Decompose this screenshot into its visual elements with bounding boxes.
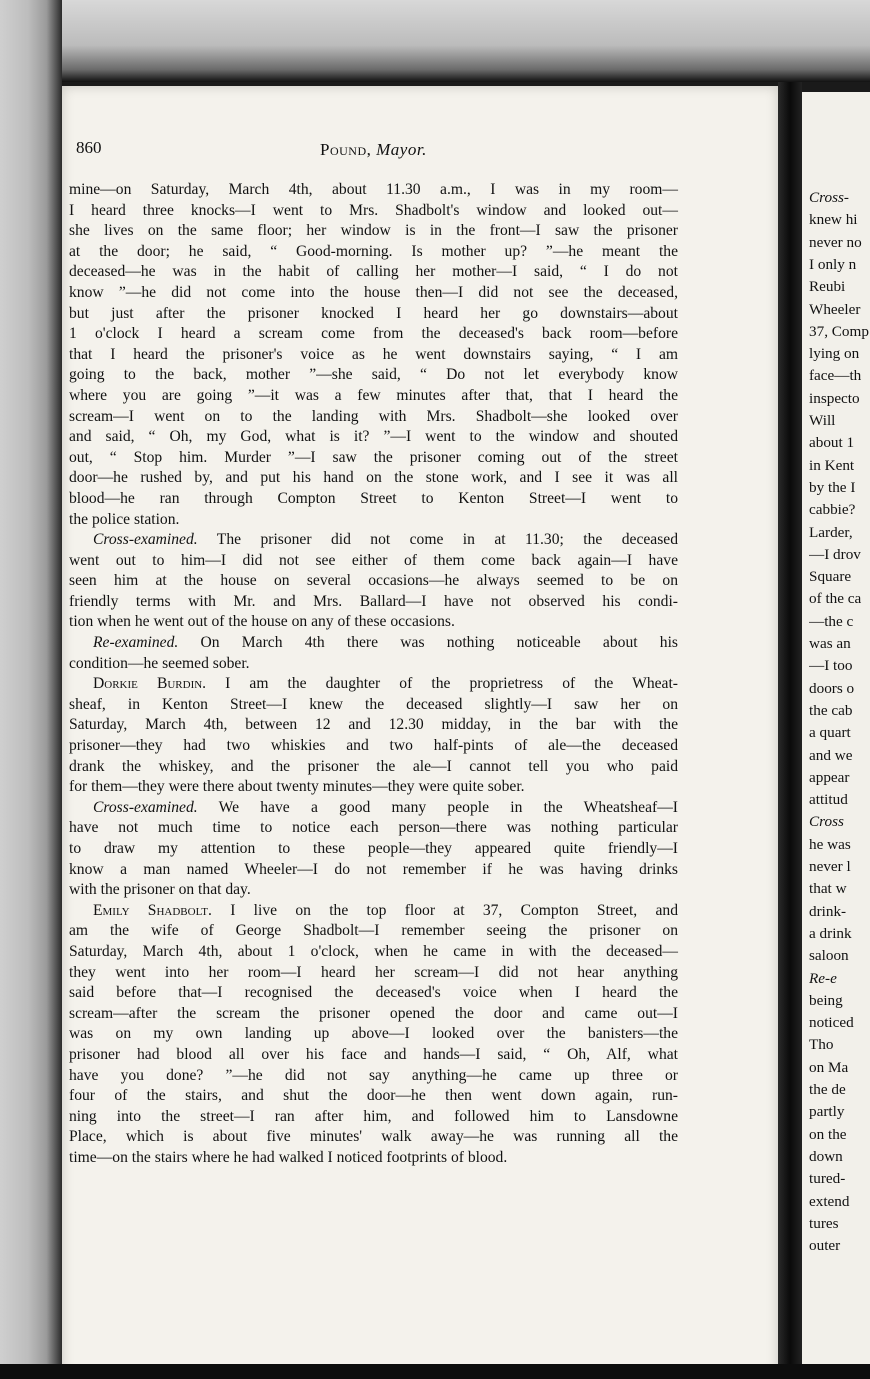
text-line <box>69 839 678 860</box>
facing-page-line: extend <box>809 1192 850 1210</box>
line-text: know a man named Wheeler—I do not remember if he was having drinks <box>69 860 678 878</box>
line-text: four of the stairs, and shut the door—he then went down again, run- <box>69 1087 678 1105</box>
text-line <box>69 571 678 592</box>
text-line <box>69 901 678 922</box>
witness-name: Emily Shadbolt. <box>93 901 212 919</box>
line-text: 1 o'clock I heard a scream come from the deceased's back room—before <box>69 325 678 343</box>
text-line <box>69 489 678 510</box>
facing-page-line: noticed <box>809 1014 854 1032</box>
facing-page-line: that w <box>809 880 847 898</box>
scan-bottom-edge <box>0 1364 870 1379</box>
running-title-name: Pound, <box>320 140 372 159</box>
running-title-role: Mayor. <box>376 140 427 159</box>
facing-page-line: and we <box>809 746 853 764</box>
facing-page-line: outer <box>809 1237 841 1255</box>
line-text: out, “ Stop him. Murder ”—I saw the prisoner coming out of the street <box>69 448 678 466</box>
text-line <box>69 880 678 901</box>
text-line <box>69 242 678 263</box>
line-text: friendly terms with Mr. and Mrs. Ballard—I have not observed his condi- <box>69 592 678 610</box>
text-line <box>69 654 678 675</box>
line-text: We have a good many people in the Wheatsheaf—I <box>197 798 678 816</box>
line-text: On March 4th there was nothing noticeable about his <box>178 634 678 652</box>
line-text: The prisoner did not come in at 11.30; the deceased <box>197 531 678 549</box>
line-text: seen him at the house on several occasions—he always seemed to be on <box>69 572 678 590</box>
facing-page-line: never l <box>809 858 851 875</box>
line-text: with the prisoner on that day. <box>69 881 251 899</box>
line-text: sheaf, in Kenton Street—I knew the deceased slightly—I saw her on <box>69 695 678 713</box>
facing-page-line: Square <box>809 568 852 586</box>
facing-page-line: appear <box>809 768 850 786</box>
line-text: condition—he seemed sober. <box>69 654 250 672</box>
line-text: prisoner had blood all over his face and hands—I said, “ Oh, Alf, what <box>69 1045 678 1063</box>
facing-page-line: attitud <box>809 791 848 809</box>
line-text: where you are going ”—it was a few minutes after that, that I heard the <box>69 386 678 404</box>
facing-page-line: —I too <box>809 657 853 675</box>
line-text: drank the whiskey, and the prisoner the ale—I cannot tell you who paid <box>69 757 678 775</box>
testimony-lead: Cross-examined. <box>93 531 198 549</box>
line-text: I live on the top floor at 37, Compton Street, and <box>211 901 678 919</box>
facing-page-line: a drink <box>809 924 852 942</box>
line-text: deceased—he was in the habit of calling her mother—I said, “ I do not <box>69 263 678 281</box>
running-header <box>76 138 636 168</box>
line-text: going to the back, mother ”—she said, “ Do not let everybody know <box>69 366 678 384</box>
text-line <box>69 818 678 839</box>
text-line <box>69 1086 678 1107</box>
line-text: said before that—I recognised the deceased's voice when I heard the <box>69 984 678 1002</box>
facing-page-line: tures <box>809 1214 839 1232</box>
line-text: to draw my attention to these people—they appeared quite friendly—I <box>69 840 678 857</box>
text-line <box>69 201 678 222</box>
facing-page-line: knew hi <box>809 211 858 229</box>
line-text: they went into her room—I heard her scream—I did not hear anything <box>69 963 678 981</box>
facing-page-line: Will <box>809 412 836 429</box>
facing-page <box>802 92 870 1372</box>
line-text: and said, “ Oh, my God, what is it? ”—I went to the window and shouted <box>69 428 678 446</box>
facing-page-line: partly <box>809 1103 845 1121</box>
facing-page-line: Reubi <box>809 278 846 296</box>
facing-page-line: being <box>809 991 843 1009</box>
text-line <box>69 530 678 551</box>
line-text: have not much time to notice each person—there was nothing particular <box>69 819 678 837</box>
facing-page-line: cabbie? <box>809 501 856 519</box>
text-line <box>69 695 678 716</box>
text-line <box>69 324 678 345</box>
text-line <box>69 510 678 531</box>
text-line <box>69 1024 678 1045</box>
facing-page-line: drink- <box>809 902 847 920</box>
text-line <box>69 427 678 448</box>
page-number: 860 <box>76 138 102 157</box>
text-line <box>69 715 678 736</box>
facing-page-line: Wheeler <box>809 300 861 318</box>
page-body-text <box>69 180 678 1169</box>
line-text: but just after the prisoner knocked I heard her go downstairs—about <box>69 304 678 322</box>
line-text: know ”—he did not come into the house then—I did not see the deceased, <box>69 283 678 301</box>
testimony-lead: Re-examined. <box>93 634 179 652</box>
text-line <box>69 674 678 695</box>
book-spine <box>778 82 802 1372</box>
text-line <box>69 757 678 778</box>
text-line <box>69 612 678 633</box>
text-line <box>69 221 678 242</box>
line-text: Saturday, March 4th, about 1 o'clock, when he came in with the deceased— <box>69 942 678 960</box>
text-line <box>69 1148 678 1169</box>
text-line <box>69 942 678 963</box>
scan-left-margin <box>0 0 62 1379</box>
facing-page-line: 37, Comp <box>809 322 869 340</box>
text-line <box>69 1004 678 1025</box>
facing-page-line: inspecto <box>809 389 860 407</box>
text-line <box>69 1127 678 1148</box>
line-text: the police station. <box>69 510 180 528</box>
facing-page-line: Cross- <box>809 189 849 206</box>
line-text: went out to him—I did not see either of them come back again—I have <box>69 551 678 569</box>
text-line <box>69 633 678 654</box>
facing-page-line: on the <box>809 1125 847 1143</box>
line-text: that I heard the prisoner's voice as he went downstairs saying, “ I am <box>69 345 678 363</box>
facing-page-line: saloon <box>809 947 849 965</box>
facing-page-line: —I drov <box>809 545 861 563</box>
text-line <box>69 304 678 325</box>
text-line <box>69 921 678 942</box>
facing-page-line: by the I <box>809 478 856 496</box>
text-line <box>69 262 678 283</box>
facing-page-line: lying on <box>809 345 860 363</box>
text-line <box>69 1045 678 1066</box>
line-text: mine—on Saturday, March 4th, about 11.30 a.m., I was in my room— <box>69 181 678 198</box>
text-line <box>69 736 678 757</box>
facing-page-line: Tho <box>809 1036 834 1054</box>
facing-page-line: about 1 <box>809 434 855 452</box>
facing-page-line: the de <box>809 1081 846 1098</box>
text-line <box>69 345 678 366</box>
facing-page-line: Re-e <box>809 969 837 987</box>
text-line <box>69 1107 678 1128</box>
line-text: at the door; he said, “ Good-morning. Is mother up? ”—he meant the <box>69 242 678 260</box>
line-text: door—he rushed by, and put his hand on the stone work, and I see it was all <box>69 469 678 487</box>
line-text: tion when he went out of the house on any of these occasions. <box>69 613 455 631</box>
text-line <box>69 860 678 881</box>
facing-page-line: Cross <box>809 813 844 831</box>
facing-page-line: he was <box>809 835 851 853</box>
facing-page-line: the cab <box>809 701 853 719</box>
facing-page-line: face—th <box>809 367 862 385</box>
facing-page-line: was an <box>809 635 851 652</box>
text-line <box>69 283 678 304</box>
line-text: I heard three knocks—I went to Mrs. Shadbolt's window and looked out— <box>69 201 678 219</box>
facing-page-line: down <box>809 1147 843 1165</box>
text-line <box>69 180 678 201</box>
text-line <box>69 468 678 489</box>
text-line <box>69 448 678 469</box>
line-text: am the wife of George Shadbolt—I remember seeing the prisoner on <box>69 922 678 940</box>
line-text: ning into the street—I ran after him, and followed him to Lansdowne <box>69 1107 678 1125</box>
line-text: Place, which is about five minutes' walk away—he was running all the <box>69 1128 678 1146</box>
line-text: prisoner—they had two whiskies and two half-pints of ale—the deceased <box>69 737 678 755</box>
line-text: she lives on the same floor; her window is in the front—I saw the prisoner <box>69 222 678 240</box>
facing-page-line: —the c <box>809 612 854 630</box>
text-line <box>69 798 678 819</box>
testimony-lead: Cross-examined. <box>93 798 198 816</box>
facing-page-line: on Ma <box>809 1058 849 1076</box>
line-text: scream—after the scream the prisoner opened the door and came out—I <box>69 1004 678 1022</box>
text-line <box>69 777 678 798</box>
line-text: time—on the stairs where he had walked I noticed footprints of blood. <box>69 1148 508 1166</box>
facing-page-line: I only n <box>809 255 857 273</box>
scan-top-margin <box>0 0 870 82</box>
line-text: scream—I went on to the landing with Mrs. Shadbolt—she looked over <box>69 407 678 425</box>
line-text: have you done? ”—he did not say anything—he came up three or <box>69 1066 678 1084</box>
line-text: Saturday, March 4th, between 12 and 12.30 midday, in the bar with the <box>69 716 678 734</box>
facing-page-line: Larder, <box>809 523 853 541</box>
text-line <box>69 407 678 428</box>
facing-page-line: a quart <box>809 724 851 742</box>
facing-page-line: never no <box>809 233 862 251</box>
text-line <box>69 592 678 613</box>
witness-name: Dorkie Burdin. <box>93 675 207 693</box>
text-line <box>69 983 678 1004</box>
line-text: blood—he ran through Compton Street to Kenton Street—I went to <box>69 489 678 507</box>
running-title <box>320 140 427 160</box>
facing-page-line: tured- <box>809 1170 846 1188</box>
facing-page-line: in Kent <box>809 456 855 474</box>
facing-page-line: of the ca <box>809 590 862 608</box>
text-line <box>69 1066 678 1087</box>
line-text: for them—they were there about twenty minutes—they were quite sober. <box>69 778 525 796</box>
line-text: I am the daughter of the proprietress of the Wheat- <box>206 675 678 693</box>
text-line <box>69 386 678 407</box>
text-line <box>69 551 678 572</box>
text-line <box>69 963 678 984</box>
text-line <box>69 365 678 386</box>
facing-page-line: doors o <box>809 679 855 697</box>
line-text: was on my own landing up above—I looked over the banisters—the <box>69 1025 678 1043</box>
